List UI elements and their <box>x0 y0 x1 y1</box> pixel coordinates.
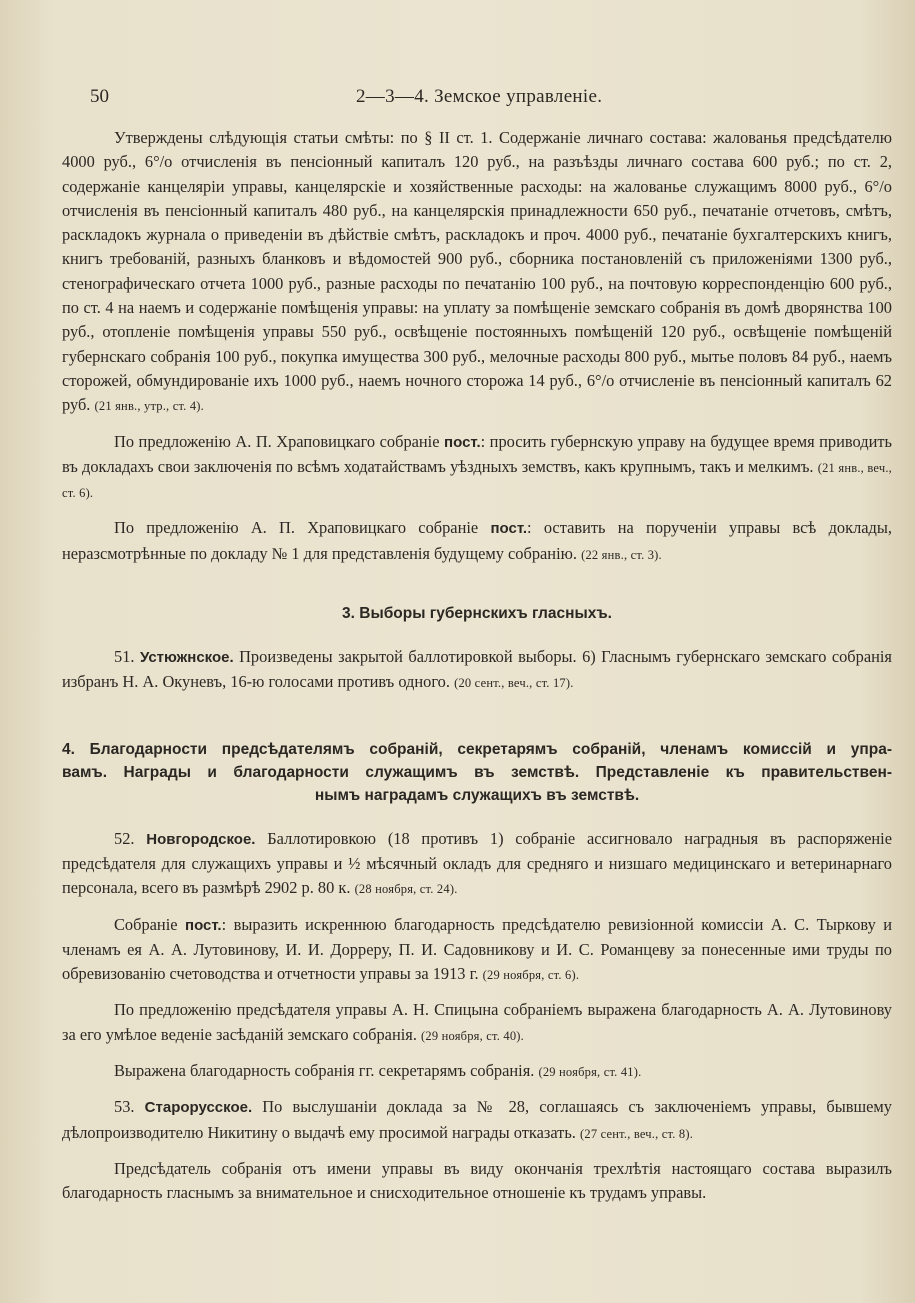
page-number: 50 <box>90 86 109 107</box>
paragraph-resolution-deferred <box>62 516 892 567</box>
paragraph-text: Произведены закрытой баллотировкой выборы. 6) Гласнымъ губернскаго земскаго собранія избранъ Н. А. Окуневъ, 16-ю голосами противъ одного. <box>62 647 892 692</box>
paragraph-text: Баллотировкою (18 противъ 1) собраніе ассигновало наградныя въ распоряженіе предсѣдателя для служащихъ управы и ½ мѣсячный окладъ для средняго и низшаго медицинскаго и ветеринарнаго персонала, всего въ размѣрѣ 2902 р. 80 к. <box>62 828 892 898</box>
paragraph-text: : выразить искреннюю благодарность предсѣдателю ревизіонной комиссіи А. С. Тыркову и членамъ ея А. А. Лутовинову, И. И. Дорреру, П. И. Садовникову и И. С. Романцеву за понесенные ими труды по обревизованію счетоводства и отчетности управы за 1913 г. <box>62 914 892 984</box>
paragraph-chair-thanks <box>62 998 892 1048</box>
item-number: 52. <box>114 828 135 848</box>
section-4-title <box>62 738 892 807</box>
paragraph-reference: (29 ноября, ст. 41). <box>538 1065 642 1080</box>
paragraph-text: : просить губернскую управу на будущее время приводить въ докладахъ свои заключенія по всѣмъ ходатайствамъ уѣздныхъ земствъ, какъ крупнымъ, такъ и мелкимъ. <box>62 431 892 476</box>
zemstvo-name: Новгородское. <box>146 830 256 848</box>
paragraph-reference: (28 ноября, ст. 24). <box>354 882 458 897</box>
paragraph-lead: Собраніе <box>114 914 178 934</box>
page-body <box>62 126 892 1217</box>
paragraph-reference: (21 янв., веч., ст. 6). <box>62 460 892 501</box>
paragraph-text: : оставить на порученіи управы всѣ доклады, неразсмотрѣнные по докладу № 1 для представленія будущему собранію. <box>62 518 892 563</box>
running-head: 2—3—4. Земское управленіе. <box>356 86 603 107</box>
paragraph-lead: По предложенію А. П. Храповицкаго собраніе <box>114 431 440 451</box>
paragraph-reference: (21 янв., утр., ст. 4). <box>94 399 204 414</box>
paragraph-text: Выражена благодарность собранія гг. секретарямъ собранія. <box>114 1061 535 1081</box>
paragraph-lead: По предложенію А. П. Храповицкаго собраніе <box>114 518 479 538</box>
paragraph-audit-thanks <box>62 913 892 988</box>
paragraph-text: По выслушаніи доклада за № 28, соглашаясь съ заключеніемъ управы, бывшему дѣлопроизводителю Никитину о выдачѣ ему просимой награды отказать. <box>62 1097 892 1142</box>
paragraph-secretaries-thanks <box>62 1059 892 1084</box>
zemstvo-name: Старорусское. <box>144 1099 253 1117</box>
paragraph-text: По предложенію предсѣдателя управы А. Н. Спицына собраніемъ выражена благодарность А. А. Лутовинову за его умѣлое веденіе засѣданій земскаго собранія. <box>62 1000 892 1044</box>
paragraph-keyword: пост. <box>490 520 528 538</box>
section-3-title: 3. Выборы губернскихъ гласныхъ. <box>342 605 612 623</box>
paragraph-53 <box>62 1095 892 1146</box>
paragraph-keyword: пост. <box>444 433 481 451</box>
paragraph-text: Предсѣдатель собранія отъ имени управы въ виду окончанія трехлѣтія настоящаго состава выразилъ благодарность гласнымъ за внимательное и снисходительное отношеніе къ трудамъ управы. <box>62 1158 892 1203</box>
page-header <box>90 86 875 112</box>
paragraph-estimate-items <box>62 126 892 419</box>
item-number: 53. <box>114 1097 135 1117</box>
section-4-title-line: нымъ наградамъ служащихъ въ земствѣ. <box>314 786 640 804</box>
paragraph-reference: (22 янв., ст. 3). <box>581 547 662 562</box>
paragraph-52 <box>62 827 892 902</box>
zemstvo-name: Устюжнское. <box>139 649 234 667</box>
paragraph-text: Утверждены слѣдующія статьи смѣты: по § II ст. 1. Содержаніе личнаго состава: жалованья предсѣдателю 4000 руб., 6°/о отчисленія въ пенсіонный капиталъ 120 руб., на разъѣзды личнаго состава 600 руб.; по ст. 2, содержаніе канцеляріи управы, канцелярскіе и хозяйственные расходы: на жалованье служащимъ 8000 руб., 6°/о отчисленія въ пенсіонный капиталъ 480 руб., на канцелярскія принадлежности 650 руб., печатаніе отчетовъ, смѣтъ, раскладокъ журнала о приведеніи въ дѣйствіе смѣтъ, раскладокъ и проч. 4000 руб., печатаніе бухгалтерскихъ книгъ, книгъ требованій, разныхъ бланковъ и вѣдомостей 900 руб., сборника постановленій съ приложеніями 1300 руб., стенографическаго отчета 1000 руб., разные расходы по печатанію 100 руб., на почтовую корреспонденцію 600 руб., по ст. 4 на наемъ и содержаніе помѣщенія управы: на уплату за помѣщеніе земскаго собранія въ домѣ дворянства 100 руб., отопленіе помѣщенія управы 550 руб., освѣщеніе постоянныхъ помѣщеній 120 руб., освѣщеніе помѣщеній губернскаго собранія 100 руб., покупка имущества 300 руб., мелочные расходы 800 руб., мытье половъ 84 руб., наемъ сторожей, обмундированіе ихъ 1000 руб., наемъ ночного сторожа 14 руб., 6°/о отчисленіе въ пенсіонный капиталъ 62 руб. <box>62 128 892 415</box>
paragraph-keyword: пост. <box>185 916 222 934</box>
paragraph-reference: (29 ноября, ст. 6). <box>482 968 580 983</box>
paragraph-reference: (29 ноября, ст. 40). <box>421 1028 524 1043</box>
item-number: 51. <box>114 647 135 667</box>
section-4-title-line: вамъ. Награды и благодарности служащимъ въ земствѣ. Представленіе къ правительствен- <box>62 763 892 781</box>
paragraph-closing-thanks <box>62 1157 892 1206</box>
paragraph-reference: (20 сент., веч., ст. 17). <box>454 676 574 691</box>
paragraph-reference: (27 сент., веч., ст. 8). <box>580 1126 694 1141</box>
paragraph-resolution-reports <box>62 430 892 506</box>
section-4-title-line: 4. Благодарности предсѣдателямъ собраній, секретарямъ собраній, членамъ комиссій и упра- <box>62 740 892 758</box>
paragraph-51 <box>62 645 892 696</box>
